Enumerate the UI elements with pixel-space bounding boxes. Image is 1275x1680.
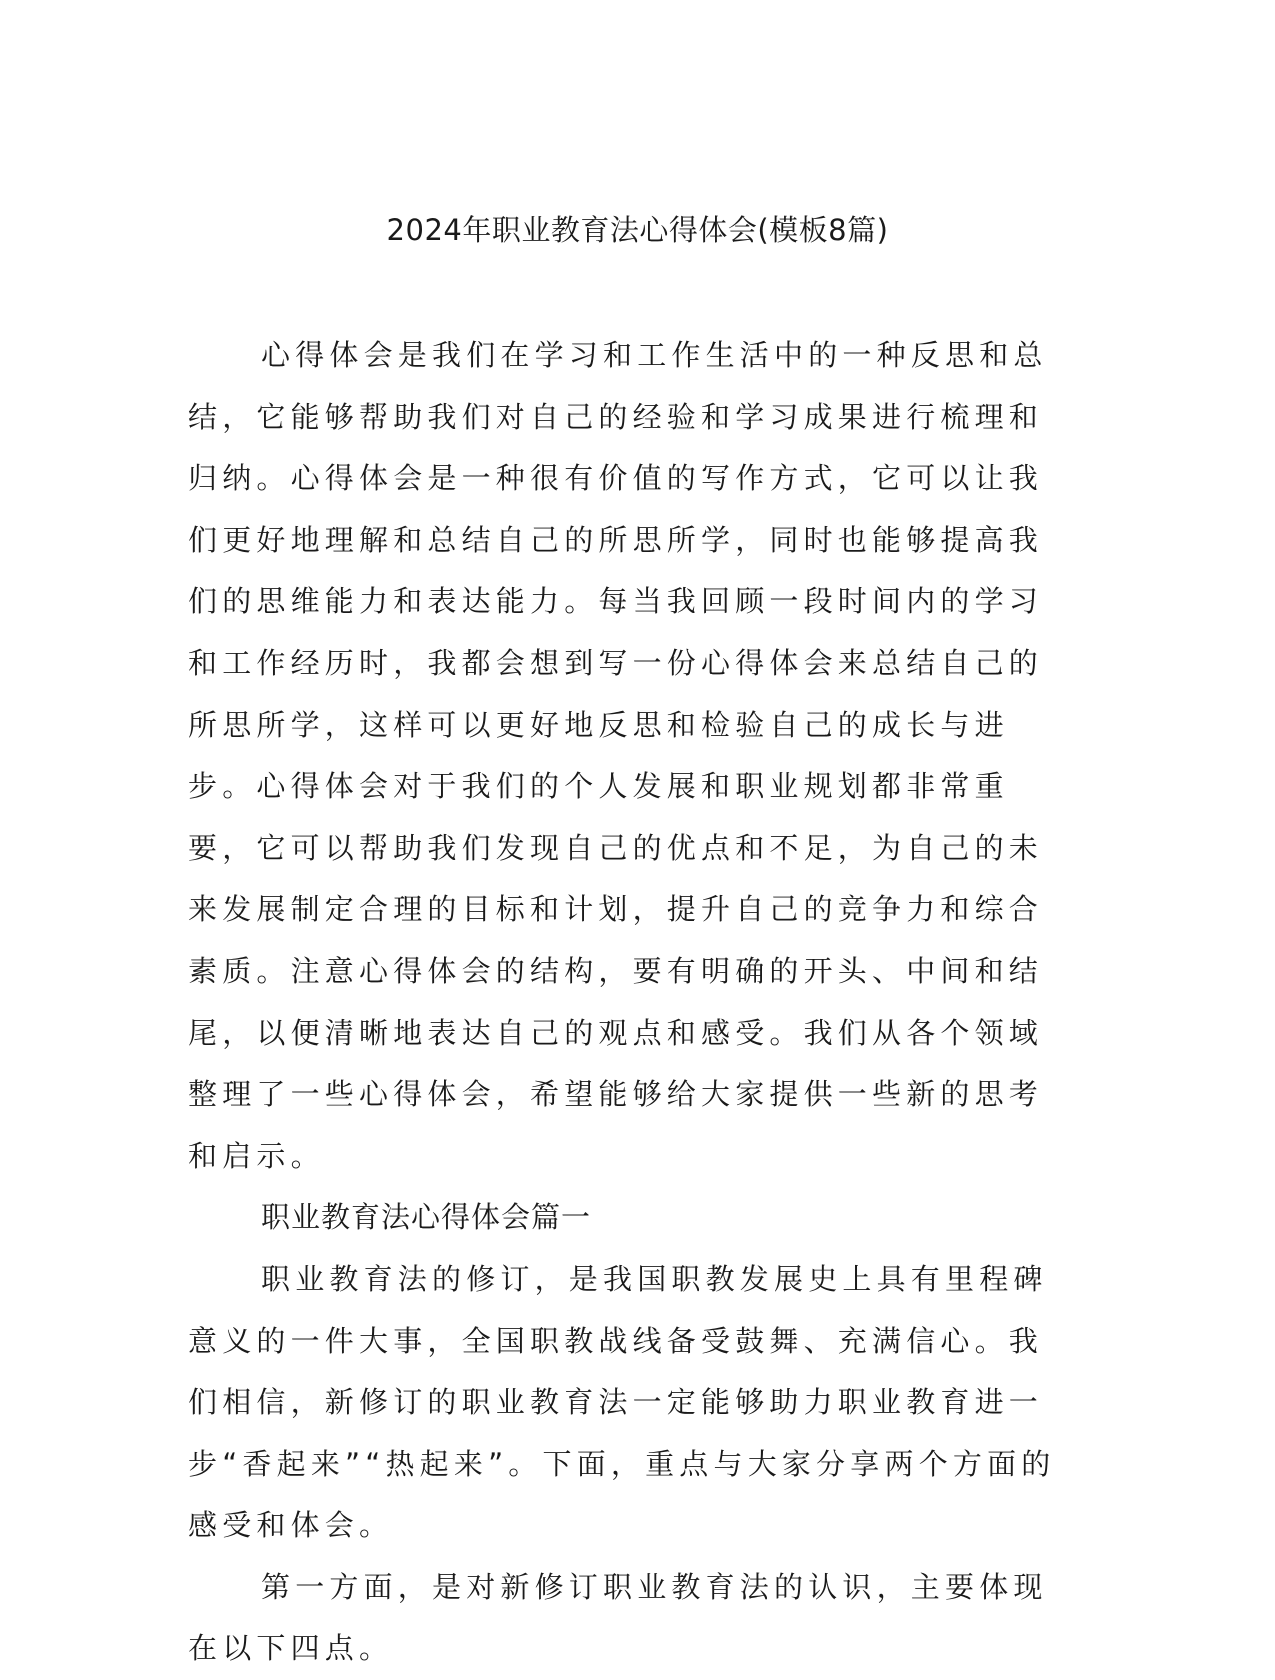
section-paragraph: 第一方面，是对新修订职业教育法的认识，主要体现在以下四点。 (188, 1569, 1048, 1666)
section-heading-part-one: 职业教育法心得体会篇一 (261, 1200, 592, 1235)
document-body (188, 325, 1073, 1680)
document-title: 2024年职业教育法心得体会(模板8篇) (386, 213, 889, 247)
intro-paragraph: 心得体会是我们在学习和工作生活中的一种反思和总结，它能够帮助我们对自己的经验和学习成果进行梳理和归纳。心得体会是一种很有价值的写作方式，它可以让我们更好地理解和总结自己的所思所学，同时也能够提高我们的思维能力和表达能力。每当我回顾一段时间内的学习和工作经历时，我都会想到写一份心得体会来总结自己的所思所学，这样可以更好地反思和检验自己的成长与进步。心得体会对于我们的个人发展和职业规划都非常重要，它可以帮助我们发现自己的优点和不足，为自己的未来发展制定合理的目标和计划，提升自己的竞争力和综合素质。注意心得体会的结构，要有明确的开头、中间和结尾，以便清晰地表达自己的观点和感受。我们从各个领域整理了一些心得体会，希望能够给大家提供一些新的思考和启示。 (188, 338, 1048, 1173)
section-paragraph: 职业教育法的修订，是我国职教发展史上具有里程碑意义的一件大事，全国职教战线备受鼓舞、充满信心。我们相信，新修订的职业教育法一定能够助力职业教育进一步“香起来”“热起来”。下面，重点与大家分享两个方面的感受和体会。 (188, 1261, 1056, 1543)
